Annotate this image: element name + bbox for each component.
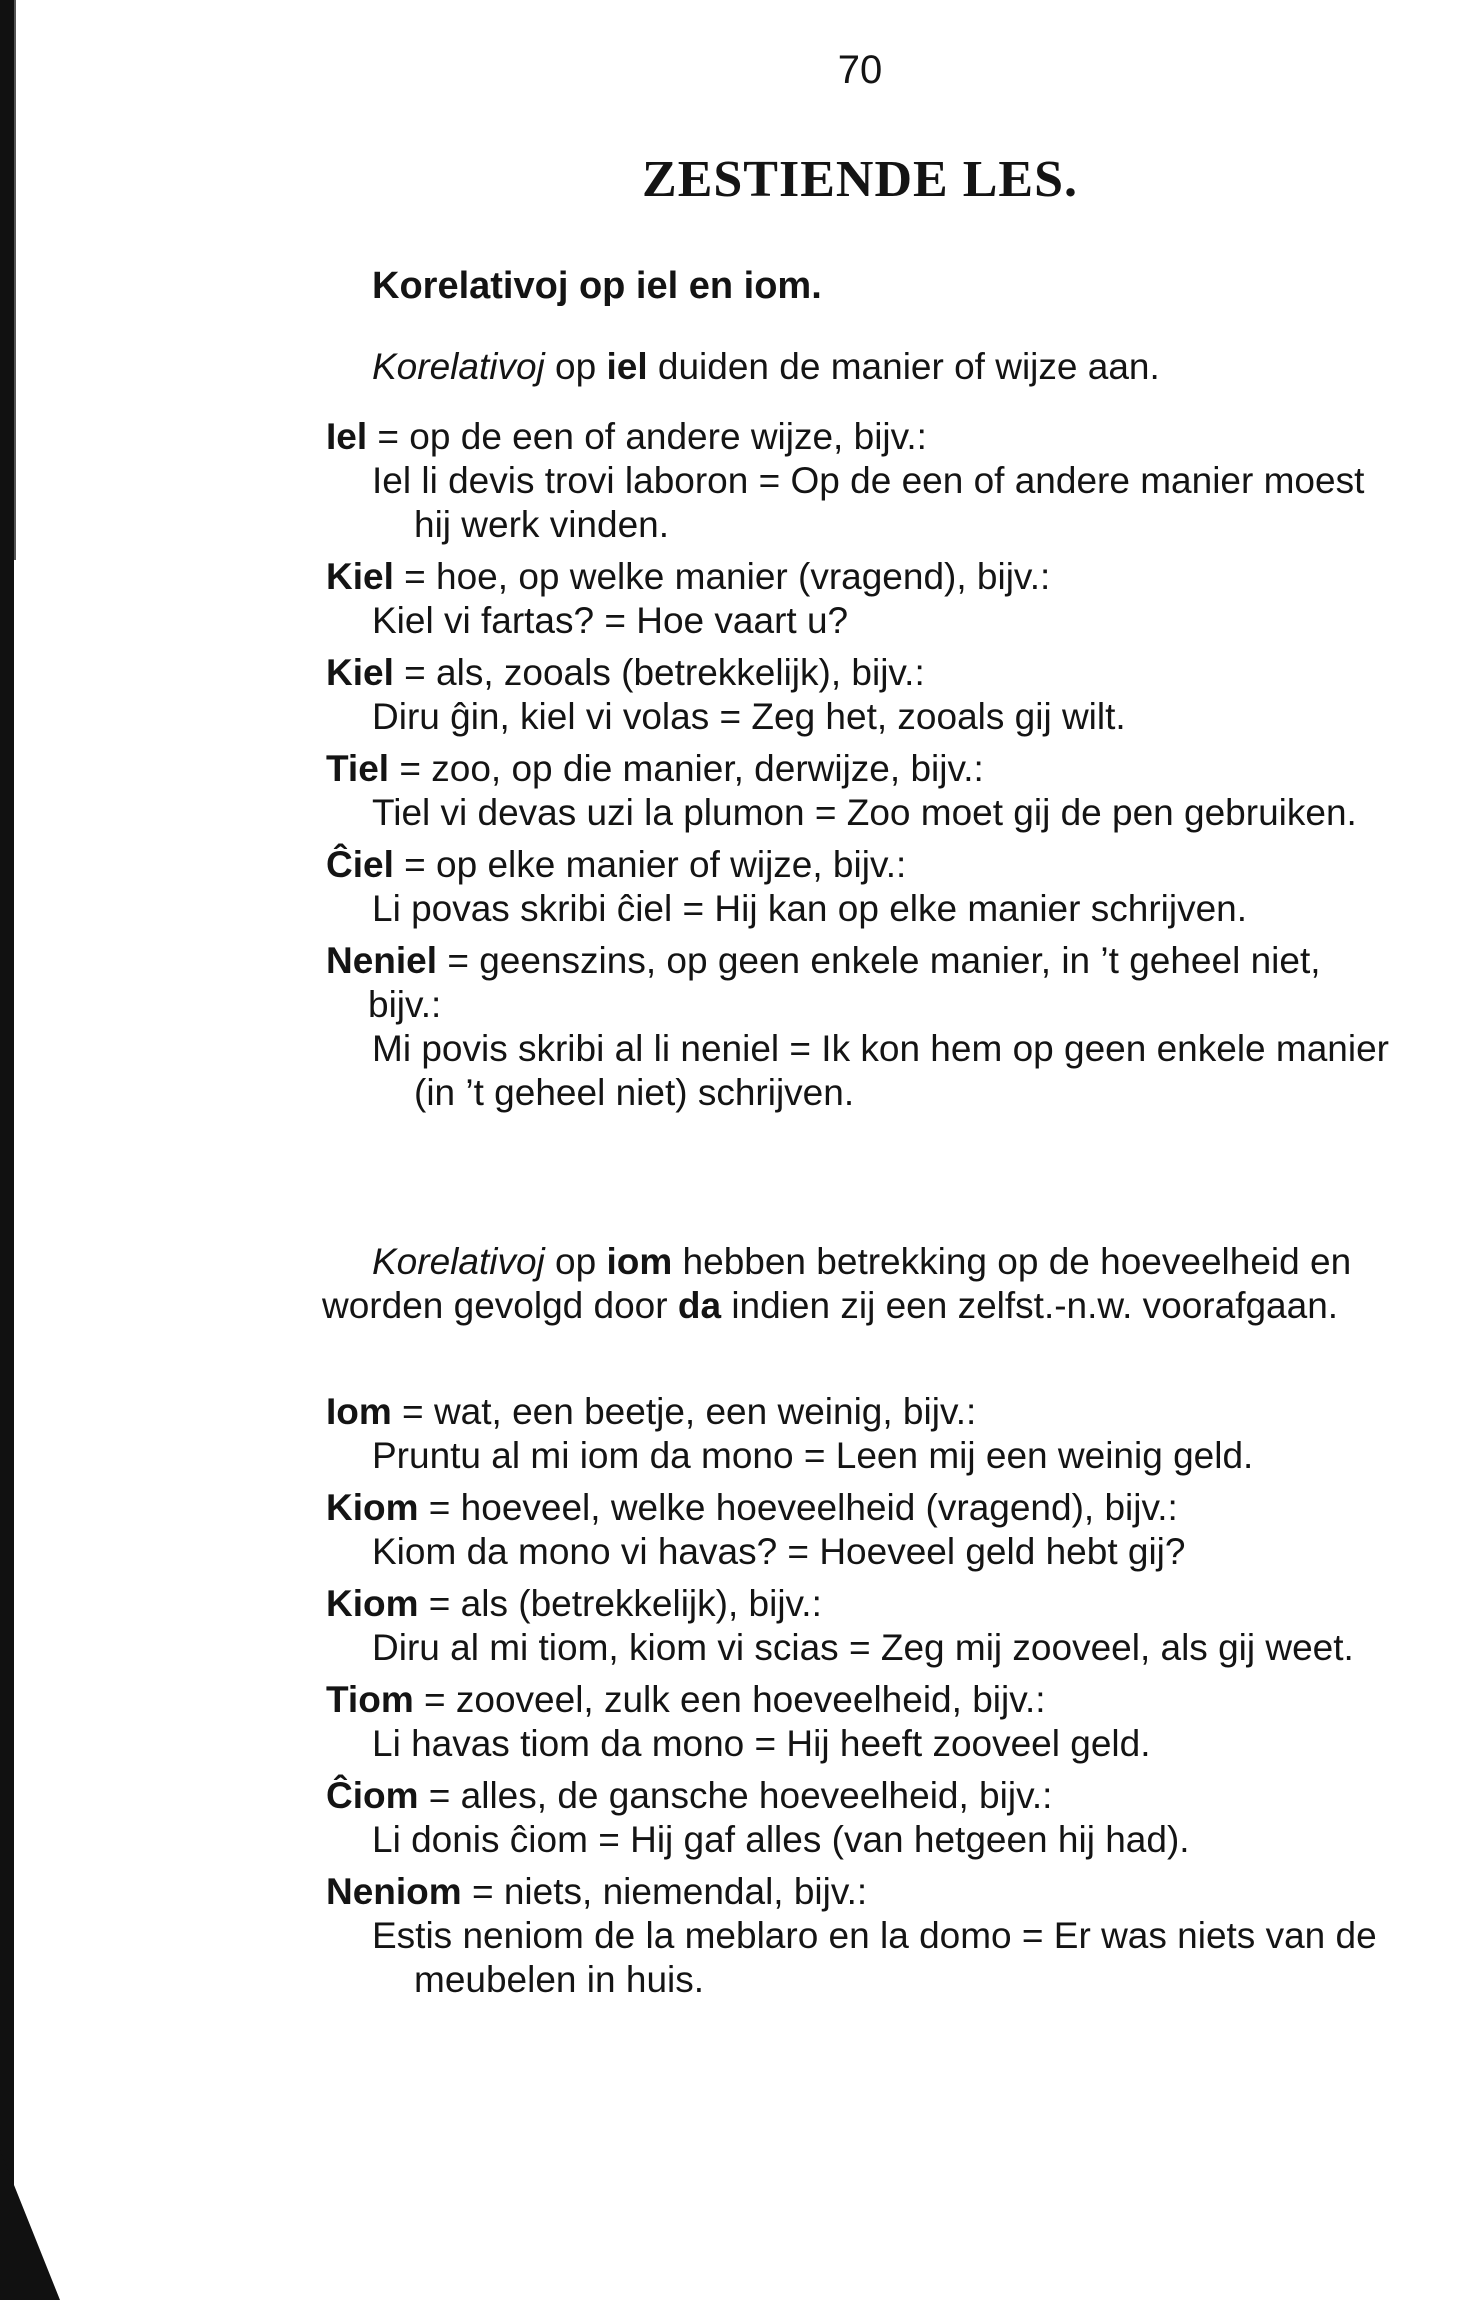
neniel-entry (326, 939, 1402, 1115)
entry-term: Kiel (326, 652, 394, 693)
intro-iel-bold: iel (606, 346, 648, 387)
entry-definition: = op elke manier of wijze, bijv.: (393, 844, 907, 885)
entry-term: Neniel (326, 940, 438, 981)
intro-iom-bold: iom (606, 1241, 673, 1282)
entry-term: Neniom (326, 1871, 462, 1912)
intro-iom-italic: Korelativoj (372, 1241, 545, 1282)
intro-iom-bold2: da (677, 1285, 722, 1326)
entry-definition: = als, zooals (betrekkelijk), bijv.: (393, 652, 925, 693)
entry-definition: = zooveel, zulk een hoeveelheid, bijv.: (413, 1679, 1046, 1720)
intro-iel-paragraph (322, 345, 1402, 389)
iom-entry (326, 1390, 1402, 1478)
section-heading: Korelativoj op iel en iom. (372, 265, 822, 307)
lesson-title: ZESTIENDE LES. (642, 151, 1078, 208)
entry-example: Mi povis skribi al li neniel = Ik kon hem op geen enkele manier (in ’t geheel niet) schrijven. (372, 1028, 1389, 1113)
entry-definition: = op de een of andere wijze, bijv.: (367, 416, 927, 457)
entry-example: Li povas skribi ĉiel = Hij kan op elke manier schrijven. (372, 888, 1248, 929)
entry-term: Kiom (326, 1583, 419, 1624)
entry-example: Diru al mi tiom, kiom vi scias = Zeg mij zooveel, als gij weet. (372, 1627, 1354, 1668)
intro-iom-paragraph (322, 1240, 1402, 1328)
entry-term: Tiel (326, 748, 390, 789)
ciom-entry (326, 1774, 1402, 1862)
neniom-entry (326, 1870, 1402, 2002)
entry-definition: = wat, een beetje, een weinig, bijv.: (391, 1391, 977, 1432)
entry-example: Kiel vi fartas? = Hoe vaart u? (372, 600, 849, 641)
entry-term: Ĉiel (326, 844, 394, 885)
scan-corner-mark (0, 2150, 60, 2300)
intro-iel-italic: Korelativoj (372, 346, 545, 387)
ciel-entry (326, 843, 1402, 931)
iel-entry (326, 415, 1402, 547)
entry-example: Estis neniom de la meblaro en la domo = Er was niets van de meubelen in huis. (372, 1915, 1377, 2000)
scan-edge-shadow (0, 0, 14, 2300)
intro-iom-mid: hebben betrekking op de hoeveelheid en worden gevolgd door (322, 1241, 1352, 1326)
entry-term: Kiel (326, 556, 394, 597)
entry-example: Tiel vi devas uzi la plumon = Zoo moet gij de pen gebruiken. (372, 792, 1357, 833)
intro-iel-pre: op (544, 346, 607, 387)
tiom-entry (326, 1678, 1402, 1766)
iom-entry-list (326, 1390, 1402, 2010)
entry-example: Kiom da mono vi havas? = Hoeveel geld hebt gij? (372, 1531, 1186, 1572)
entry-definition: = alles, de gansche hoeveelheid, bijv.: (418, 1775, 1053, 1816)
kiel-relative-entry (326, 651, 1402, 739)
kiel-entry (326, 555, 1402, 643)
entry-example: Li havas tiom da mono = Hij heeft zooveel geld. (372, 1723, 1151, 1764)
page-number: 70 (837, 48, 883, 92)
iel-entry-list (326, 415, 1402, 1123)
entry-definition: = hoeveel, welke hoeveelheid (vragend), bijv.: (418, 1487, 1178, 1528)
entry-definition: = zoo, op die manier, derwijze, bijv.: (389, 748, 984, 789)
entry-definition: = geenszins, op geen enkele manier, in ’t geheel niet, bijv.: (368, 940, 1321, 1025)
kiom-entry (326, 1486, 1402, 1574)
entry-term: Kiom (326, 1487, 419, 1528)
kiom-relative-entry (326, 1582, 1402, 1670)
entry-definition: = niets, niemendal, bijv.: (461, 1871, 868, 1912)
entry-term: Tiom (326, 1679, 414, 1720)
entry-example: Diru ĝin, kiel vi volas = Zeg het, zooals gij wilt. (372, 696, 1126, 737)
entry-example: Li donis ĉiom = Hij gaf alles (van hetgeen hij had). (372, 1819, 1190, 1860)
entry-example: Pruntu al mi iom da mono = Leen mij een weinig geld. (372, 1435, 1254, 1476)
tiel-entry (326, 747, 1402, 835)
intro-iom-pre: op (544, 1241, 607, 1282)
intro-iel-post: duiden de manier of wijze aan. (647, 346, 1160, 387)
entry-term: Iel (326, 416, 368, 457)
entry-term: Iom (326, 1391, 392, 1432)
entry-term: Ĉiom (326, 1775, 419, 1816)
entry-definition: = als (betrekkelijk), bijv.: (418, 1583, 822, 1624)
entry-definition: = hoe, op welke manier (vragend), bijv.: (393, 556, 1051, 597)
entry-example: Iel li devis trovi laboron = Op de een of andere manier moest hij werk vinden. (372, 460, 1365, 545)
intro-iom-post: indien zij een zelfst.-n.w. voorafgaan. (721, 1285, 1339, 1326)
